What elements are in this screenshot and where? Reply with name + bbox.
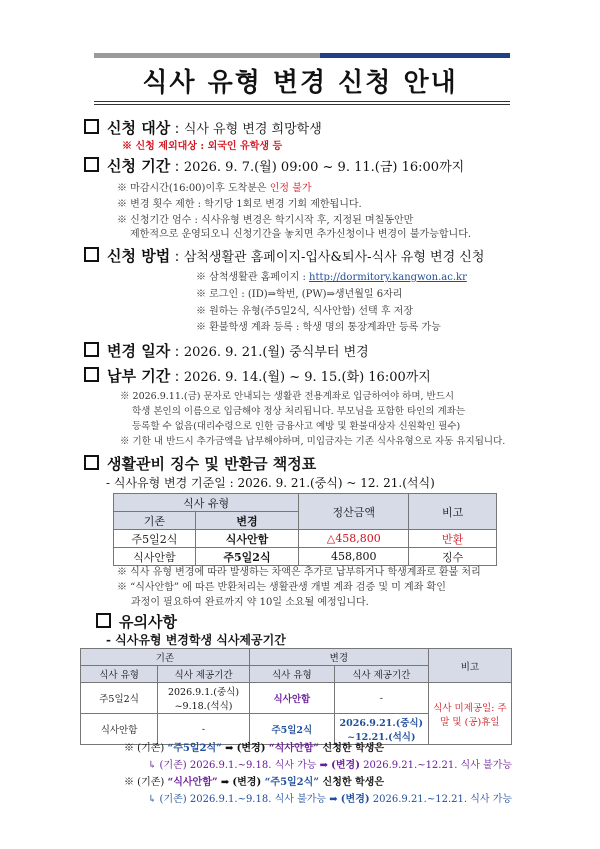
th-note: 비고 — [409, 494, 497, 530]
checkbox-square-icon — [84, 342, 99, 357]
payment-note-2: 학생 본인의 이름으로 입금해야 정상 처리됩니다. 부모님을 포함한 타인의 계좌는 — [132, 406, 466, 417]
dormitory-link[interactable]: http://dormitory.kangwon.ac.kr — [309, 272, 467, 283]
th-new-type: 식사 유형 — [249, 666, 334, 683]
fee-table-subtitle: - 식사유형 변경 기준일 : 2026. 9. 21.(중식) ~ 12. 21.(석식) — [106, 476, 435, 490]
case2-line: ※ (기존) “식사안함” ➡ (변경) “주5일2식” 신청한 학생은 — [124, 777, 384, 788]
cell-old-period: 2026.9.1.(중식) ~9.18.(석식) — [158, 683, 250, 714]
cell-amount: 458,800 — [299, 548, 409, 566]
period-note-2: ※ 변경 횟수 제한 : 학기당 1회로 변경 기회 제한됩니다. — [117, 199, 362, 210]
payment-note-3: 등록할 수 없음(대리수령으로 인한 금융사고 예방 및 환불대상자 신원확인 필수) — [132, 421, 461, 432]
cell-old-period: - — [158, 714, 250, 745]
table-row — [81, 683, 512, 714]
th-old: 기존 — [81, 649, 250, 666]
method-note-2: ※ 로그인 : (ID)⇒학번, (PW)⇒생년월일 6자리 — [196, 289, 403, 300]
fee-table — [113, 493, 497, 566]
checkbox-square-icon — [96, 613, 111, 628]
period-note-3: ※ 신청기간 엄수 : 식사유형 변경은 학기시작 후, 지정된 며칠동안만 — [117, 215, 414, 226]
section-cautions: 유의사항 — [96, 611, 177, 632]
fee-note-1: ※ 식사 유형 변경에 따라 발생하는 차액은 추가로 납부하거나 학생계좌로 환불 처리 — [117, 567, 481, 578]
section-method: 신청 방법 : 삼척생활관 홈페이지-입사&퇴사-식사 유형 변경 신청 — [84, 245, 484, 266]
cell-new-type: 주5일2식 — [249, 714, 334, 745]
period-note-4: 제한적으로 운영되오니 신청기간을 놓치면 추가신청이나 변경이 불가능합니다. — [130, 229, 472, 240]
page-title: 식사 유형 변경 신청 안내 — [142, 68, 458, 98]
section-target: 신청 대상 : 식사 유형 변경 희망학생 — [84, 117, 322, 138]
title-bar-right — [320, 53, 510, 58]
th-old: 기존 — [114, 512, 196, 530]
th-meal-type: 식사 유형 — [114, 494, 299, 512]
case1-detail: ↳ (기존) 2026.9.1.~9.18. 식사 가능 ➡ (변경) 2026.9.21.~12.21. 식사 불가능 — [148, 760, 513, 771]
cell-new-period: 2026.9.21.(중식) ~12.21.(석식) — [334, 714, 428, 745]
cell-new: 주5일2식 — [195, 548, 298, 566]
cautions-subtitle: - 식사유형 변경학생 식사제공기간 — [106, 633, 286, 647]
case2-detail: ↳ (기존) 2026.9.1.~9.18. 식사 불가능 ➡ (변경) 2026.9.21.~12.21. 식사 가능 — [148, 794, 513, 805]
checkbox-square-icon — [84, 157, 99, 172]
section-change-date: 변경 일자 : 2026. 9. 21.(월) 중식부터 변경 — [84, 340, 369, 361]
method-note-1: ※ 삼척생활관 홈페이지 : http://dormitory.kangwon.ac.kr — [196, 272, 467, 283]
title-bar-left — [94, 53, 320, 58]
cell-new-type: 식사안함 — [249, 683, 334, 714]
cell-note: 징수 — [409, 548, 497, 566]
fee-note-3: 과정이 필요하여 완료까지 약 10일 소요될 예정입니다. — [131, 597, 369, 608]
cell-new: 식사안함 — [195, 530, 298, 548]
fee-note-2: ※ “식사안함” 에 따른 반환처리는 생활관생 개별 계좌 검증 및 미 계좌 확인 — [117, 582, 446, 593]
payment-note-1: ※ 2026.9.11.(금) 문자로 안내되는 생활관 전용계좌로 입금하여야 하며, 반드시 — [120, 391, 455, 402]
method-note-4: ※ 환불학생 계좌 등록 : 학생 명의 통장계좌만 등록 가능 — [196, 322, 441, 333]
case1-line: ※ (기존) “주5일2식” ➡ (변경) “식사안함” 신청한 학생은 — [124, 743, 384, 754]
th-new: 변경 — [195, 512, 298, 530]
checkbox-square-icon — [84, 119, 99, 134]
table-row — [114, 530, 497, 548]
cell-note: 반환 — [409, 530, 497, 548]
th-new: 변경 — [249, 649, 428, 666]
cell-old: 주5일2식 — [114, 530, 196, 548]
title-underline-2 — [94, 104, 510, 105]
th-note: 비고 — [428, 649, 511, 683]
th-old-period: 식사 제공기간 — [158, 666, 250, 683]
payment-note-4: ※ 기한 내 반드시 추가금액을 납부해야하며, 미입금자는 기존 식사유형으로 자동 유지됩니다. — [120, 436, 506, 447]
meal-period-table — [80, 648, 512, 745]
checkbox-square-icon — [84, 367, 99, 382]
th-amount: 정산금액 — [299, 494, 409, 530]
cell-old: 식사안함 — [114, 548, 196, 566]
section-payment: 납부 기간 : 2026. 9. 14.(월) ~ 9. 15.(화) 16:00까지 — [84, 365, 431, 386]
checkbox-square-icon — [84, 247, 99, 262]
th-old-type: 식사 유형 — [81, 666, 158, 683]
cell-amount: △458,800 — [299, 530, 409, 548]
cell-new-period: - — [334, 683, 428, 714]
title-underline — [94, 101, 510, 102]
cell-note: 식사 미제공일: 주말 및 (공)휴일 — [428, 683, 511, 745]
th-new-period: 식사 제공기간 — [334, 666, 428, 683]
section-fee-table: 생활관비 징수 및 반환금 책정표 — [84, 453, 316, 474]
method-note-3: ※ 원하는 유형(주5일2식, 식사안함) 선택 후 저장 — [196, 306, 413, 317]
section-period: 신청 기간 : 2026. 9. 7.(월) 09:00 ~ 9. 11.(금) 16:00까지 — [84, 155, 464, 176]
cell-old-type: 주5일2식 — [81, 683, 158, 714]
period-note-1: ※ 마감시간(16:00)이후 도착분은 인정 불가 — [117, 183, 312, 194]
cell-old-type: 식사안함 — [81, 714, 158, 745]
exclusion-note: ※ 신청 제외대상 : 외국인 유학생 등 — [122, 141, 283, 152]
checkbox-square-icon — [84, 455, 99, 470]
